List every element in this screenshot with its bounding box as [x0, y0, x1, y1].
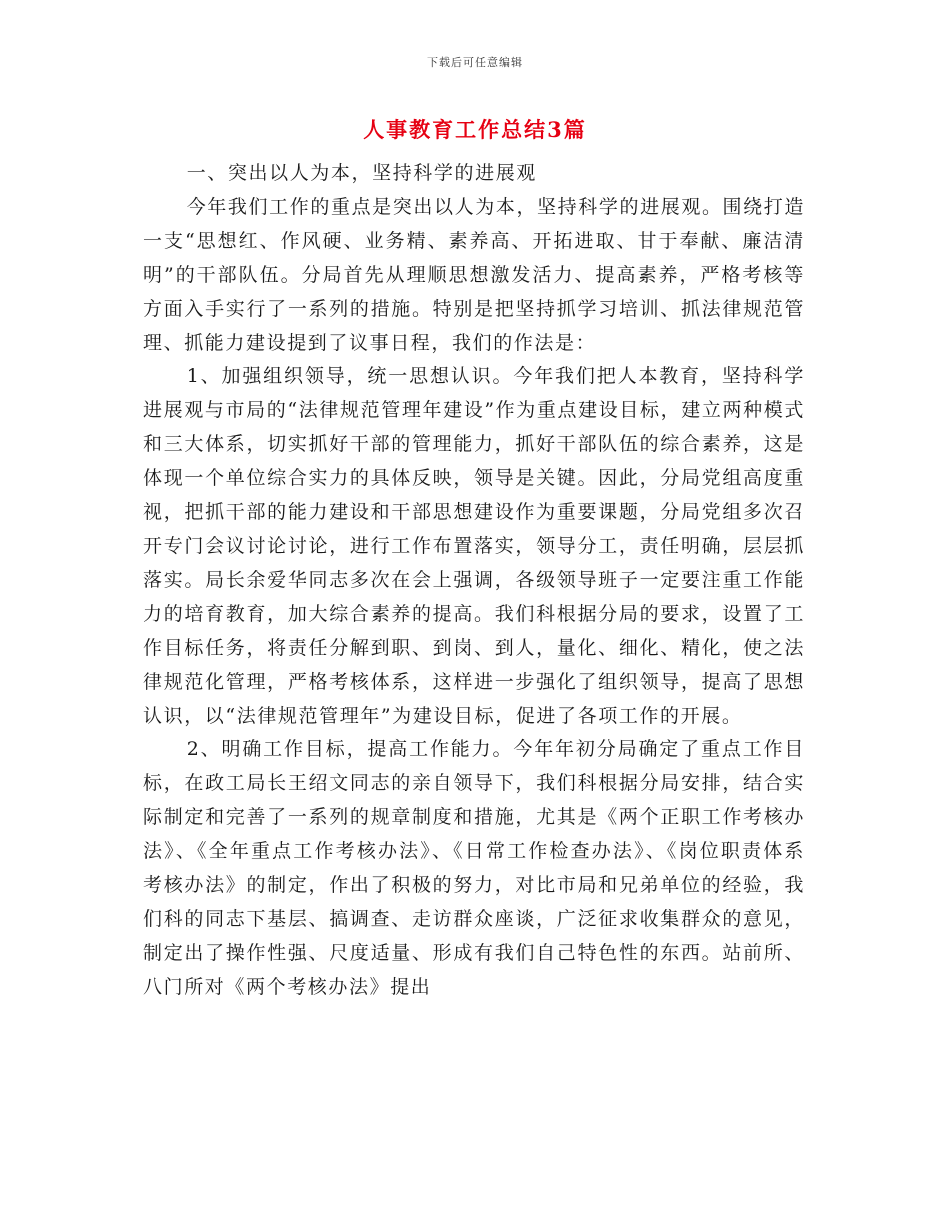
document-body	[143, 157, 805, 1005]
paragraph: 1、加强组织领导，统一思想认识。今年我们把人本教育，坚持科学进展观与市局的“法律规范管理年建设”作为重点建设目标，建立两种模式和三大体系，切实抓好干部的管理能力，抓好干部队伍的综合素养，这是体现一个单位综合实力的具体反映，领导是关键。因此，分局党组高度重视，把抓干部的能力建设和干部思想建设作为重要课题，分局党组多次召开专门会议讨论讨论，进行工作布置落实，领导分工，责任明确，层层抓落实。局长余爱华同志多次在会上强调，各级领导班子一定要注重工作能力的培育教育，加大综合素养的提高。我们科根据分局的要求，设置了工作目标任务，将责任分解到职、到岗、到人，量化、细化、精化，使之法律规范化管理，严格考核体系，这样进一步强化了组织领导，提高了思想认识，以“法律规范管理年”为建设目标，促进了各项工作的开展。	[143, 365, 805, 727]
section-heading: 一、突出以人为本，坚持科学的进展观	[186, 162, 537, 184]
header-note: 下载后可任意编辑	[427, 56, 523, 69]
paragraph: 2、明确工作目标，提高工作能力。今年年初分局确定了重点工作目标，在政工局长王绍文同志的亲自领导下，我们科根据分局安排，结合实际制定和完善了一系列的规章制度和措施，尤其是《两个正职工作考核办法》、《全年重点工作考核办法》、《日常工作检查办法》、《岗位职责体系考核办法》的制定，作出了积极的努力，对比市局和兄弟单位的经验，我们科的同志下基层、搞调查、走访群众座谈，广泛征求收集群众的意见，制定出了操作性强、尺度适量、形成有我们自己特色性的东西。站前所、八门所对《两个考核办法》提出	[143, 738, 805, 998]
paragraph: 今年我们工作的重点是突出以人为本，坚持科学的进展观。围绕打造一支“思想红、作风硬、业务精、素养高、开拓进取、甘于奉献、廉洁清明”的干部队伍。分局首先从理顺思想激发活力、提高素养，严格考核等方面入手实行了一系列的措施。特别是把坚持抓学习培训、抓法律规范管理、抓能力建设提到了议事日程，我们的作法是：	[143, 195, 805, 354]
document-title: 人事教育工作总结3篇	[363, 117, 587, 142]
